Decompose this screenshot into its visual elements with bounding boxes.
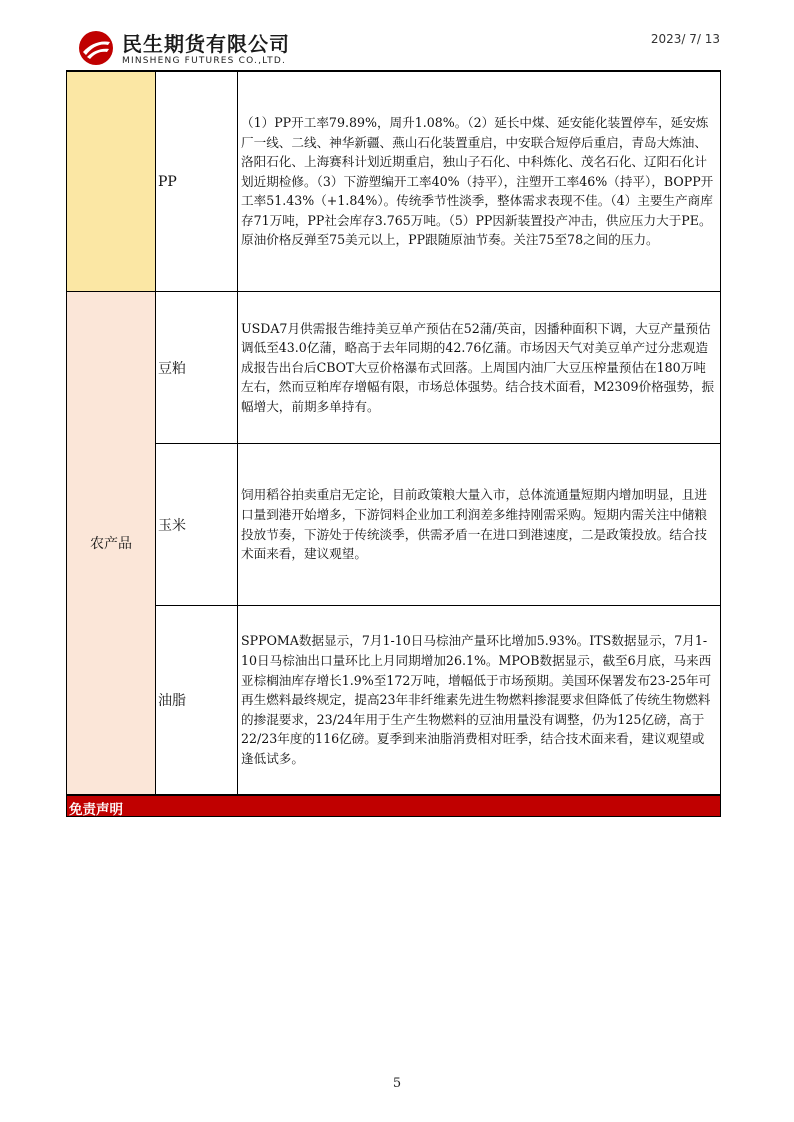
commodity-name-soymeal: 豆粕 — [156, 292, 238, 444]
page-number: 5 — [392, 1076, 402, 1091]
commentary-soymeal: USDA7月供需报告维持美豆单产预估在52蒲/英亩，因播种面积下调，大豆产量预估调低至43.0亿蒲，略高于去年同期的42.76亿蒲。市场因天气对美豆单产过分悲观造成报告出台后CBOT大豆价格瀑布式回落。上周国内油厂大豆压榨量预估在180万吨左右，然而豆粕库存增幅有限，市场总体强势。结合技术面看，M2309价格强势，振幅增大，前期多单持有。 — [238, 292, 721, 444]
table-row — [67, 444, 721, 606]
commodity-name-oils: 油脂 — [156, 606, 238, 795]
disclaimer-title: 免责声明 — [69, 802, 123, 818]
commentary-table — [66, 71, 721, 795]
minsheng-logo-icon — [78, 30, 114, 66]
commentary-oils: SPPOMA数据显示，7月1-10日马棕油产量环比增加5.93%。ITS数据显示，7月1-10日马棕油出口量环比上月同期增加26.1%。MPOB数据显示，截至6月底，马来西亚棕榈油库存增长1.9%至172万吨，增幅低于市场预期。美国环保署发布23-25年可再生燃料最终规定，提高23年非纤维素先进生物燃料掺混要求但降低了传统生物燃料的掺混要求，23/24年用于生产生物燃料的豆油用量没有调整，仍为125亿磅，高于22/23年度的116亿磅。夏季到来油脂消费相对旺季，结合技术面来看，建议观望或逢低试多。 — [238, 606, 721, 795]
commentary-pp: （1）PP开工率79.89%，周升1.08%。（2）延长中煤、延安能化装置停车，延安炼厂一线、二线、神华新疆、燕山石化装置重启，中安联合短停后重启，青岛大炼油、洛阳石化、上海赛科计划近期重启，独山子石化、中科炼化、茂名石化、辽阳石化计划近期检修。（3）下游塑编开工率40%（持平），注塑开工率46%（持平），BOPP开工率51.43%（+1.84%）。传统季节性淡季，整体需求表现不佳。（4）主要生产商库存71万吨，PP社会库存3.765万吨。（5）PP因新装置投产冲击，供应压力大于PE。原油价格反弹至75美元以上，PP跟随原油节奏。关注75至78之间的压力。 — [238, 72, 721, 292]
commodity-name-corn: 玉米 — [156, 444, 238, 606]
company-name-cn: 民生期货有限公司 — [122, 32, 290, 56]
page-header — [0, 0, 794, 72]
commentary-corn: 饲用稻谷拍卖重启无定论，目前政策粮大量入市，总体流通量短期内增加明显，且进口量到港开始增多，下游饲料企业加工利润差多维持刚需采购。短期内需关注中储粮投放节奏，下游处于传统淡季，供需矛盾一在进口到港速度，二是政策投放。结合技术面来看，建议观望。 — [238, 444, 721, 606]
table-row — [67, 292, 721, 444]
company-name-en: MINSHENG FUTURES CO.,LTD. — [122, 56, 287, 66]
category-cell-chemicals — [67, 72, 156, 292]
commodity-name-pp: PP — [156, 72, 238, 292]
table-row — [67, 72, 721, 292]
category-cell-agriculture: 农产品 — [67, 292, 156, 795]
disclaimer-bar — [66, 795, 721, 817]
report-date: 2023/ 7/ 13 — [650, 32, 720, 46]
table-row — [67, 606, 721, 795]
